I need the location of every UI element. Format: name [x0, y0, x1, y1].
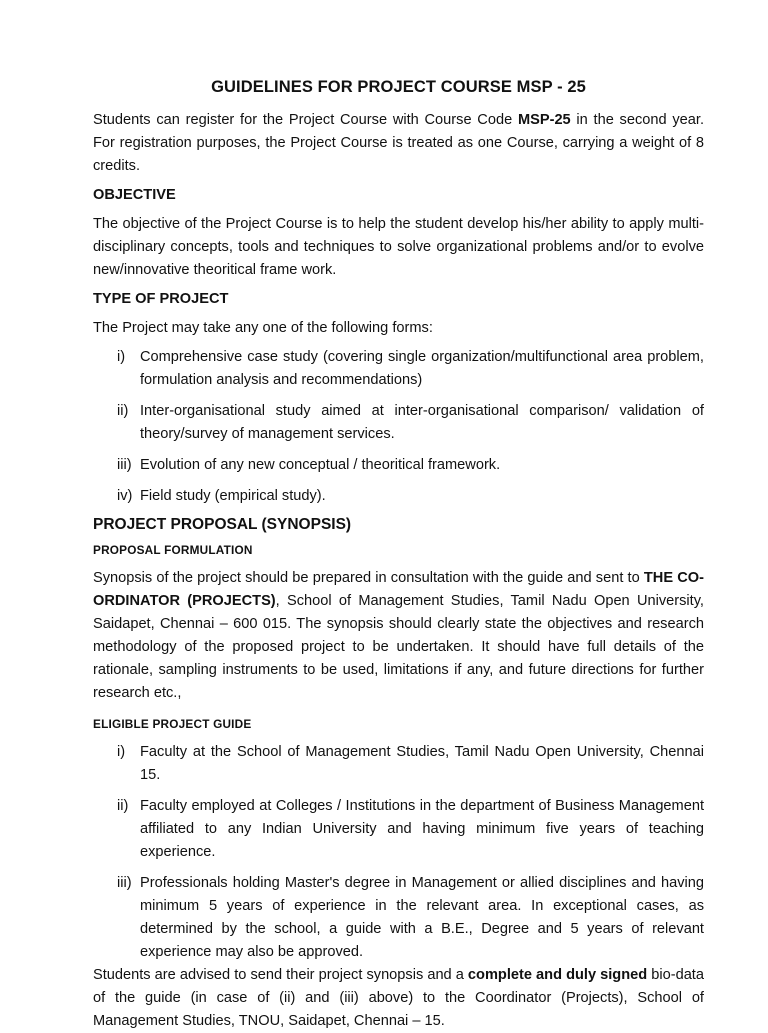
- course-code: MSP-25: [517, 112, 571, 128]
- closing-text-end: bio-data of the guide (in case of (ii) and (iii) above) to the Coordinator (Projects), School of Management Studies, TNOU, Saidapet, Chennai – 15.: [93, 967, 704, 1029]
- list-item: [93, 741, 704, 787]
- list-item-number: iii): [117, 457, 132, 473]
- intro-text-end: in the second year. For registration purposes, the Project Course is treated as one Course, carrying a weight of 8 credits.: [93, 112, 705, 174]
- objective-paragraph: The objective of the Project Course is to help the student develop his/her ability to apply multi-disciplinary concepts, tools and techniques to solve organizational problems and/or to evolve new/innovative theoritical frame work.: [93, 216, 704, 278]
- list-item: [93, 346, 704, 392]
- objective-heading: OBJECTIVE: [93, 187, 176, 203]
- proposal-text-end: , School of Management Studies, Tamil Nadu Open University, Saidapet, Chennai – 600 015. The synopsis should clearly state the objectives and research methodology of the proposed project to be undertaken. It should have full details of the rationale, sampling instruments to be used, limitations if any, and future directions for further research etc.,: [93, 593, 704, 701]
- list-item: [93, 400, 704, 446]
- proposal-paragraph: [93, 567, 704, 705]
- project-proposal-heading: PROJECT PROPOSAL (SYNOPSIS): [93, 516, 352, 533]
- closing-paragraph: [93, 964, 704, 1033]
- type-of-project-lead: The Project may take any one of the following forms:: [93, 320, 433, 336]
- signed-biodata-label: complete and duly signed: [467, 967, 648, 983]
- project-types-list: [93, 346, 704, 508]
- list-item-text: Faculty employed at Colleges / Institutions in the department of Business Management affiliated to any Indian University and having minimum five years of teaching experience.: [140, 798, 704, 860]
- list-item-number: iii): [117, 875, 132, 891]
- intro-text-start: Students can register for the Project Course with Course Code: [93, 112, 518, 128]
- proposal-text-start: Synopsis of the project should be prepared in consultation with the guide and sent to: [93, 570, 644, 586]
- page-title: GUIDELINES FOR PROJECT COURSE MSP - 25: [211, 78, 586, 96]
- list-item: [93, 795, 704, 864]
- guide-eligibility-list: [93, 741, 704, 964]
- coordinator-label: THE CO-ORDINATOR (PROJECTS): [93, 570, 704, 609]
- type-of-project-heading: TYPE OF PROJECT: [93, 291, 229, 307]
- list-item-number: i): [117, 744, 126, 760]
- list-item-number: ii): [117, 403, 129, 419]
- closing-text-start: Students are advised to send their project synopsis and a: [93, 967, 468, 983]
- list-item-number: ii): [117, 798, 129, 814]
- list-item-text: Inter-organisational study aimed at inter-organisational comparison/ validation of theory/survey of management services.: [140, 403, 704, 442]
- list-item-text: Comprehensive case study (covering single organization/multifunctional area problem, formulation analysis and recommendations): [140, 349, 704, 388]
- list-item-text: Field study (empirical study).: [140, 488, 326, 504]
- list-item-number: i): [117, 349, 126, 365]
- list-item-text: Professionals holding Master's degree in Management or allied disciplines and having minimum 5 years of experience in the relevant area. In exceptional cases, as determined by the school, a guide with a B.E., Degree and 5 years of relevant experience may also be approved.: [140, 875, 704, 960]
- list-item: [93, 872, 704, 964]
- eligible-guide-heading: ELIGIBLE PROJECT GUIDE: [93, 717, 252, 731]
- list-item-text: Evolution of any new conceptual / theoritical framework.: [140, 457, 501, 473]
- list-item-number: iv): [117, 488, 133, 504]
- list-item: [93, 485, 704, 508]
- proposal-formulation-heading: PROPOSAL FORMULATION: [93, 543, 253, 557]
- list-item-text: Faculty at the School of Management Studies, Tamil Nadu Open University, Chennai 15.: [140, 744, 704, 783]
- list-item: [93, 454, 704, 477]
- document-page: [93, 78, 704, 1033]
- intro-paragraph: [93, 109, 704, 178]
